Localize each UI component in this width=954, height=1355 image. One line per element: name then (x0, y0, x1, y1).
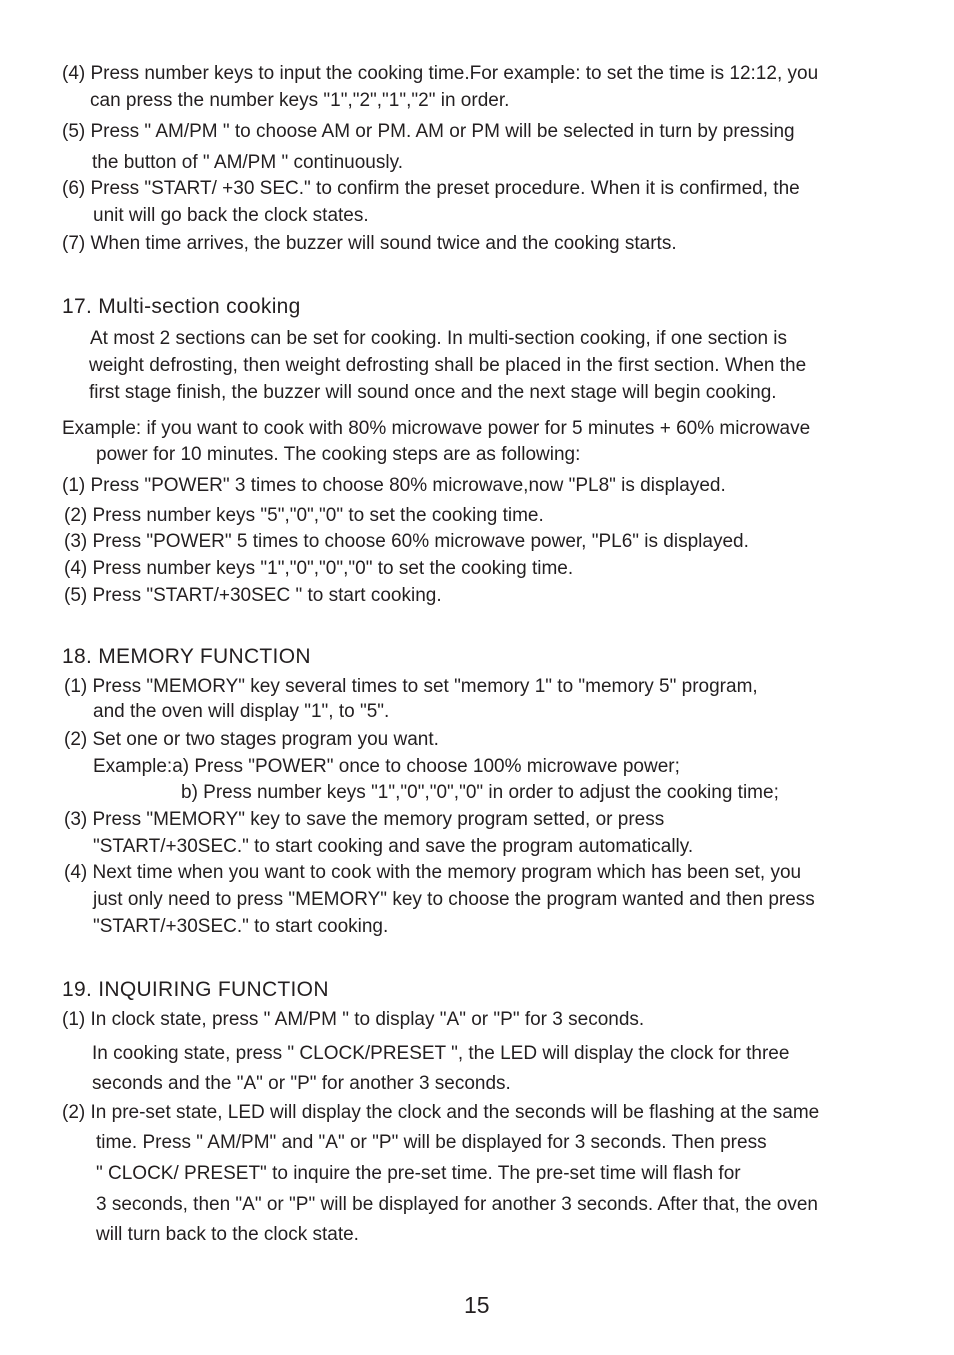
section-19-line: will turn back to the clock state. (96, 1224, 359, 1245)
step-7-line-1: (7) When time arrives, the buzzer will sound twice and the cooking starts. (62, 233, 677, 254)
section-19-line: seconds and the "A" or "P" for another 3 seconds. (92, 1073, 511, 1094)
section-17-para-line: At most 2 sections can be set for cooking. In multi-section cooking, if one section is (90, 328, 788, 349)
section-19-line: time. Press " AM/PM" and "A" or "P" will be displayed for 3 seconds. Then press (96, 1132, 767, 1153)
step-4-line-1: (4) Press number keys to input the cooking time.For example: to set the time is 12:12, you (62, 63, 819, 84)
section-19-line: (2) In pre-set state, LED will display the clock and the seconds will be flashing at the same (62, 1102, 820, 1123)
section-18-line: "START/+30SEC." to start cooking and save the program automatically. (93, 836, 694, 857)
section-18-line: and the oven will display "1", to "5". (93, 701, 390, 722)
section-18-line: (1) Press "MEMORY" key several times to set "memory 1" to "memory 5" program, (64, 676, 758, 697)
section-19-line: 3 seconds, then "A" or "P" will be displayed for another 3 seconds. After that, the oven (96, 1194, 818, 1215)
page-number: 15 (464, 1292, 490, 1318)
section-18-line: (4) Next time when you want to cook with the memory program which has been set, you (64, 862, 802, 883)
section-17-step: (2) Press number keys "5","0","0" to set the cooking time. (64, 505, 544, 526)
section-18-heading: 18. MEMORY FUNCTION (62, 645, 311, 668)
section-18-line: "START/+30SEC." to start cooking. (93, 916, 389, 937)
section-18-line: b) Press number keys "1","0","0","0" in order to adjust the cooking time; (181, 782, 779, 803)
section-18-line: (2) Set one or two stages program you want. (64, 729, 439, 750)
section-17-para-line: weight defrosting, then weight defrosting shall be placed in the first section. When the (89, 355, 807, 376)
section-18-line: just only need to press "MEMORY" key to choose the program wanted and then press (93, 889, 815, 910)
section-19-line: In cooking state, press " CLOCK/PRESET ", the LED will display the clock for three (92, 1043, 790, 1064)
section-19-line: " CLOCK/ PRESET" to inquire the pre-set time. The pre-set time will flash for (96, 1163, 741, 1184)
section-17-heading: 17. Multi-section cooking (62, 295, 301, 318)
step-5-line-2: the button of " AM/PM " continuously. (92, 152, 403, 173)
section-17-step: (1) Press "POWER" 3 times to choose 80% microwave,now "PL8" is displayed. (62, 475, 726, 496)
step-6-line-1: (6) Press "START/ +30 SEC." to confirm the preset procedure. When it is confirmed, the (62, 178, 800, 199)
section-17-step: (5) Press "START/+30SEC " to start cooking. (64, 585, 442, 606)
section-17-step: (3) Press "POWER" 5 times to choose 60% microwave power, "PL6" is displayed. (64, 531, 749, 552)
step-5-line-1: (5) Press " AM/PM " to choose AM or PM. AM or PM will be selected in turn by pressing (62, 121, 795, 142)
section-18-line: Example:a) Press "POWER" once to choose 100% microwave power; (93, 756, 680, 777)
section-19-heading: 19. INQUIRING FUNCTION (62, 978, 329, 1001)
section-18-line: (3) Press "MEMORY" key to save the memory program setted, or press (64, 809, 665, 830)
step-4-line-2: can press the number keys "1","2","1","2" in order. (90, 90, 510, 111)
section-17-example-line: Example: if you want to cook with 80% microwave power for 5 minutes + 60% microwave (62, 418, 811, 439)
section-17-example-line: power for 10 minutes. The cooking steps are as following: (96, 444, 581, 465)
section-19-line: (1) In clock state, press " AM/PM " to display "A" or "P" for 3 seconds. (62, 1009, 645, 1030)
section-17-para-line: first stage finish, the buzzer will sound once and the next stage will begin cooking. (89, 382, 777, 403)
step-6-line-2: unit will go back the clock states. (93, 205, 369, 226)
section-17-step: (4) Press number keys "1","0","0","0" to set the cooking time. (64, 558, 574, 579)
